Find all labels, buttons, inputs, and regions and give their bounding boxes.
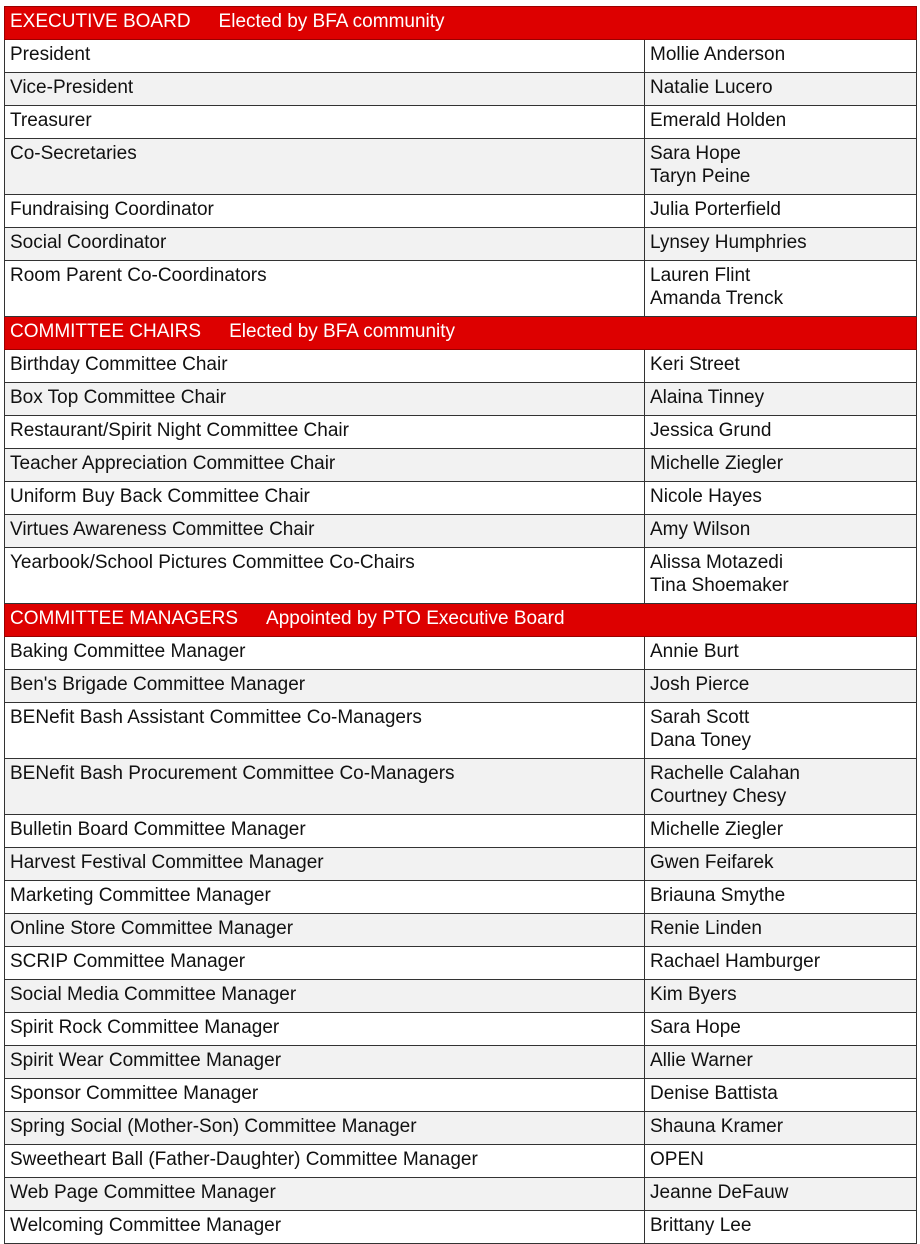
person-name: Rachelle Calahan [650, 763, 800, 784]
role-cell: Social Media Committee Manager [5, 980, 645, 1013]
name-cell [645, 482, 917, 515]
name-cell [645, 548, 917, 604]
role-cell: President [5, 40, 645, 73]
role-cell: Co-Secretaries [5, 139, 645, 195]
person-name: Lynsey Humphries [650, 232, 807, 253]
name-cell [645, 139, 917, 195]
name-cell [645, 1046, 917, 1079]
table-row [5, 815, 917, 848]
role-cell: Virtues Awareness Committee Chair [5, 515, 645, 548]
person-name: Annie Burt [650, 641, 739, 662]
role-cell: Marketing Committee Manager [5, 881, 645, 914]
table-row [5, 759, 917, 815]
section-header [5, 317, 917, 350]
person-name: Dana Toney [650, 730, 752, 751]
name-cell [645, 759, 917, 815]
table-row [5, 195, 917, 228]
table-row [5, 637, 917, 670]
person-name: Michelle Ziegler [650, 453, 784, 474]
role-cell: Birthday Committee Chair [5, 350, 645, 383]
name-cell [645, 228, 917, 261]
role-cell: BENefit Bash Procurement Committee Co-Managers [5, 759, 645, 815]
role-cell: Room Parent Co-Coordinators [5, 261, 645, 317]
role-cell: Treasurer [5, 106, 645, 139]
table-row [5, 383, 917, 416]
role-cell: Sweetheart Ball (Father-Daughter) Committee Manager [5, 1145, 645, 1178]
role-cell: Bulletin Board Committee Manager [5, 815, 645, 848]
name-cell [645, 914, 917, 947]
name-cell [645, 515, 917, 548]
role-cell: Fundraising Coordinator [5, 195, 645, 228]
person-name: Allie Warner [650, 1050, 753, 1071]
role-cell: Teacher Appreciation Committee Chair [5, 449, 645, 482]
name-cell [645, 195, 917, 228]
role-cell: Spirit Rock Committee Manager [5, 1013, 645, 1046]
table-row [5, 947, 917, 980]
person-name: Brittany Lee [650, 1215, 752, 1236]
table-row [5, 1046, 917, 1079]
person-name: Sara Hope [650, 143, 741, 164]
name-cell [645, 947, 917, 980]
person-name: Amy Wilson [650, 519, 751, 540]
person-name: Julia Porterfield [650, 199, 781, 220]
section-header-cell [5, 317, 917, 350]
table-row [5, 350, 917, 383]
section-header [5, 7, 917, 40]
table-row [5, 980, 917, 1013]
person-name: Amanda Trenck [650, 288, 784, 309]
name-cell [645, 350, 917, 383]
table-row [5, 914, 917, 947]
person-name: Mollie Anderson [650, 44, 786, 65]
role-cell: Baking Committee Manager [5, 637, 645, 670]
person-name: Lauren Flint [650, 265, 751, 286]
role-cell: Online Store Committee Manager [5, 914, 645, 947]
name-cell [645, 1013, 917, 1046]
table-row [5, 261, 917, 317]
name-cell [645, 40, 917, 73]
roster-body [5, 7, 917, 1244]
table-row [5, 1112, 917, 1145]
role-cell: Uniform Buy Back Committee Chair [5, 482, 645, 515]
table-row [5, 73, 917, 106]
table-row [5, 1145, 917, 1178]
role-cell: SCRIP Committee Manager [5, 947, 645, 980]
table-row [5, 1013, 917, 1046]
role-cell: Web Page Committee Manager [5, 1178, 645, 1211]
name-cell [645, 848, 917, 881]
name-cell [645, 449, 917, 482]
name-cell [645, 980, 917, 1013]
name-cell [645, 1145, 917, 1178]
person-name: Alissa Motazedi [650, 552, 784, 573]
section-title: COMMITTEE CHAIRS [10, 321, 202, 342]
role-cell: Social Coordinator [5, 228, 645, 261]
role-cell: Harvest Festival Committee Manager [5, 848, 645, 881]
person-name: Shauna Kramer [650, 1116, 784, 1137]
name-cell [645, 1079, 917, 1112]
table-row [5, 703, 917, 759]
person-name: Josh Pierce [650, 674, 750, 695]
table-row [5, 40, 917, 73]
name-cell [645, 881, 917, 914]
person-name: Jeanne DeFauw [650, 1182, 789, 1203]
name-cell [645, 703, 917, 759]
section-title: EXECUTIVE BOARD [10, 11, 191, 32]
table-row [5, 515, 917, 548]
table-row [5, 416, 917, 449]
table-row [5, 1178, 917, 1211]
person-name: OPEN [650, 1149, 704, 1170]
table-row [5, 449, 917, 482]
person-name: Sara Hope [650, 1017, 741, 1038]
person-name: Michelle Ziegler [650, 819, 784, 840]
role-cell: Vice-President [5, 73, 645, 106]
table-row [5, 881, 917, 914]
person-name: Briauna Smythe [650, 885, 786, 906]
person-name: Natalie Lucero [650, 77, 773, 98]
person-name: Kim Byers [650, 984, 737, 1005]
name-cell [645, 73, 917, 106]
name-cell [645, 1211, 917, 1244]
table-row [5, 670, 917, 703]
section-title: COMMITTEE MANAGERS [10, 608, 239, 629]
name-cell [645, 261, 917, 317]
section-header-cell [5, 604, 917, 637]
person-name: Taryn Peine [650, 166, 751, 187]
roster-table [4, 6, 917, 1244]
name-cell [645, 1112, 917, 1145]
role-cell: BENefit Bash Assistant Committee Co-Managers [5, 703, 645, 759]
person-name: Denise Battista [650, 1083, 778, 1104]
name-cell [645, 416, 917, 449]
section-header-cell [5, 7, 917, 40]
table-row [5, 848, 917, 881]
role-cell: Spring Social (Mother-Son) Committee Manager [5, 1112, 645, 1145]
role-cell: Spirit Wear Committee Manager [5, 1046, 645, 1079]
person-name: Tina Shoemaker [650, 575, 789, 596]
name-cell [645, 1178, 917, 1211]
name-cell [645, 815, 917, 848]
role-cell: Yearbook/School Pictures Committee Co-Chairs [5, 548, 645, 604]
role-cell: Sponsor Committee Manager [5, 1079, 645, 1112]
person-name: Courtney Chesy [650, 786, 787, 807]
name-cell [645, 106, 917, 139]
section-header [5, 604, 917, 637]
name-cell [645, 383, 917, 416]
table-row [5, 228, 917, 261]
table-row [5, 139, 917, 195]
role-cell: Ben's Brigade Committee Manager [5, 670, 645, 703]
table-row [5, 1211, 917, 1244]
section-subtitle: Appointed by PTO Executive Board [266, 608, 565, 629]
name-cell [645, 670, 917, 703]
person-name: Rachael Hamburger [650, 951, 821, 972]
person-name: Nicole Hayes [650, 486, 762, 507]
person-name: Keri Street [650, 354, 740, 375]
person-name: Emerald Holden [650, 110, 787, 131]
person-name: Gwen Feifarek [650, 852, 774, 873]
name-cell [645, 637, 917, 670]
person-name: Renie Linden [650, 918, 762, 939]
person-name: Alaina Tinney [650, 387, 765, 408]
table-row [5, 482, 917, 515]
person-name: Sarah Scott [650, 707, 750, 728]
table-row [5, 106, 917, 139]
section-subtitle: Elected by BFA community [229, 321, 456, 342]
person-name: Jessica Grund [650, 420, 772, 441]
role-cell: Box Top Committee Chair [5, 383, 645, 416]
role-cell: Restaurant/Spirit Night Committee Chair [5, 416, 645, 449]
table-row [5, 548, 917, 604]
role-cell: Welcoming Committee Manager [5, 1211, 645, 1244]
section-subtitle: Elected by BFA community [218, 11, 445, 32]
table-row [5, 1079, 917, 1112]
